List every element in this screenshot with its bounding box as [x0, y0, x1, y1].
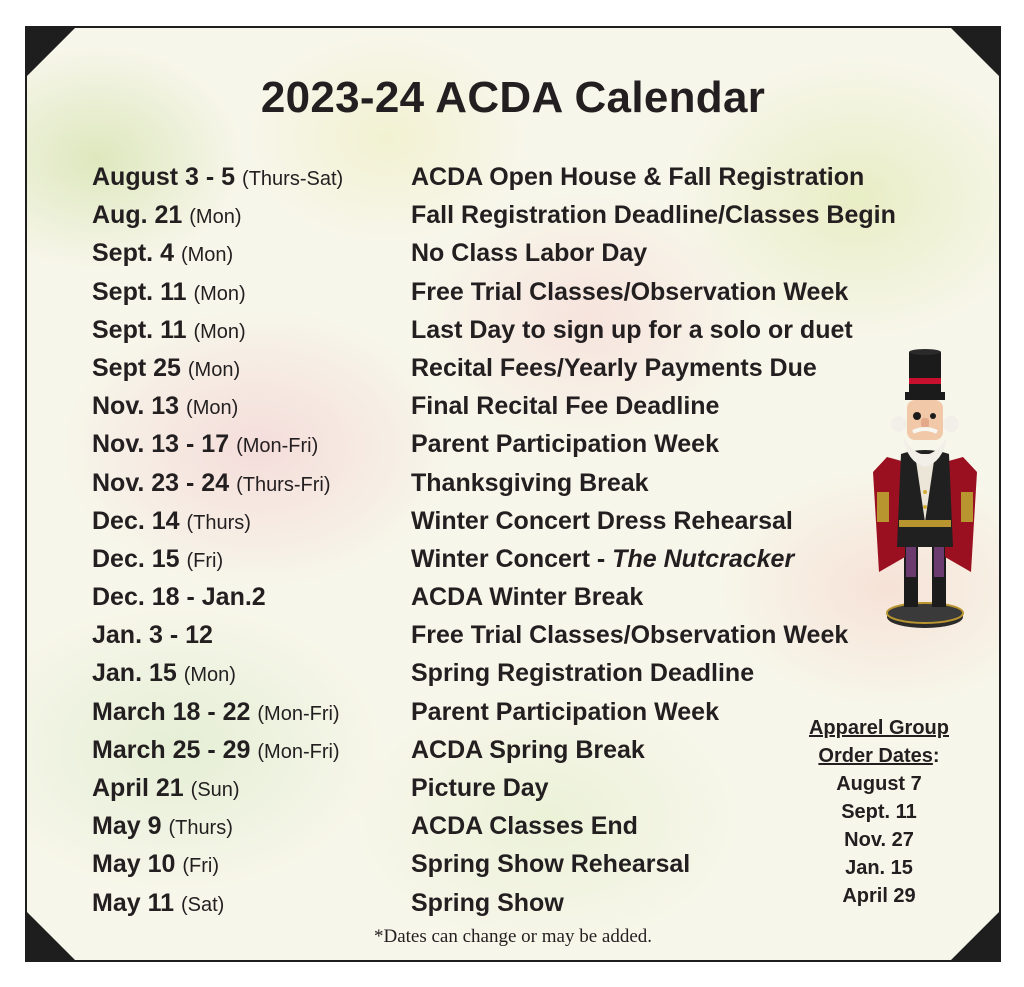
event-name	[411, 578, 643, 616]
apparel-heading-colon: :	[932, 745, 940, 767]
event-weekday: (Mon-Fri)	[236, 435, 319, 458]
event-name-text: Free Trial Classes/Observation Week	[411, 621, 849, 650]
event-name	[411, 158, 864, 196]
event-date	[92, 616, 213, 656]
event-name	[411, 425, 719, 463]
nutcracker-icon	[865, 342, 985, 632]
event-date-text: August 3 - 5	[92, 163, 236, 191]
event-date-text: Sept. 4	[92, 239, 174, 268]
corner-mount-top-left	[27, 28, 75, 76]
event-date	[92, 425, 318, 465]
event-name-text: ACDA Open House & Fall Registration	[411, 163, 865, 191]
event-date-text: Nov. 13	[92, 392, 180, 421]
event-date-text: Sept 25	[92, 353, 181, 382]
event-name-text: Winter Concert -	[411, 544, 613, 573]
event-weekday: (Thurs)	[186, 511, 251, 534]
event-name-text: Final Recital Fee Deadline	[411, 392, 720, 421]
event-name	[411, 234, 647, 272]
apparel-heading-line1: Apparel Group	[808, 717, 949, 739]
event-date	[92, 158, 343, 198]
event-date	[92, 502, 251, 542]
event-date-text: May 9	[92, 812, 162, 841]
event-name	[411, 273, 848, 311]
event-name	[411, 654, 754, 692]
event-name	[411, 693, 719, 731]
event-name	[411, 196, 896, 234]
event-name	[411, 769, 549, 807]
event-date	[92, 807, 233, 847]
event-date	[92, 578, 266, 618]
event-weekday: (Thurs-Sat)	[242, 168, 344, 190]
event-date-text: March 25 - 29	[92, 735, 251, 764]
event-name	[411, 387, 719, 425]
event-weekday: (Thurs-Fri)	[236, 473, 331, 496]
event-weekday: (Sat)	[180, 893, 225, 916]
event-date	[92, 845, 219, 885]
apparel-date: Nov. 27	[844, 829, 914, 851]
event-name-text: Recital Fees/Yearly Payments Due	[411, 353, 817, 382]
event-date-text: Dec. 14	[92, 506, 180, 535]
calendar-card	[25, 26, 1001, 962]
event-date	[92, 884, 224, 924]
event-weekday: (Mon)	[186, 397, 239, 420]
event-name-text: Last Day to sign up for a solo or duet	[411, 315, 853, 344]
event-name-text: Spring Registration Deadline	[411, 659, 755, 688]
event-name	[411, 349, 817, 387]
event-date	[92, 311, 246, 351]
event-date-text: Aug. 21	[92, 201, 183, 230]
event-weekday: (Mon)	[189, 206, 242, 229]
event-weekday: (Mon)	[180, 244, 234, 267]
event-date	[92, 273, 246, 313]
event-date-text: Sept. 11	[92, 277, 187, 306]
event-weekday: (Fri)	[182, 855, 219, 878]
event-date	[92, 349, 240, 389]
event-name-text: Spring Show	[411, 888, 564, 917]
apparel-heading-text: Order Dates	[818, 745, 933, 767]
event-name	[411, 884, 564, 922]
event-date	[92, 769, 240, 809]
event-date-text: Jan. 3 - 12	[92, 621, 213, 650]
event-name-text: ACDA Winter Break	[411, 583, 644, 612]
page-title: 2023-24 ACDA Calendar	[260, 73, 766, 122]
event-weekday: (Mon-Fri)	[257, 702, 340, 725]
event-date-text: Nov. 13 - 17	[92, 430, 230, 459]
event-date	[92, 464, 331, 504]
event-date-text: Jan. 15	[92, 659, 177, 688]
apparel-date: August 7	[836, 773, 922, 795]
event-name	[411, 845, 690, 883]
event-weekday: (Thurs)	[168, 817, 233, 840]
event-date-text: March 18 - 22	[92, 697, 251, 726]
apparel-heading-line2	[795, 742, 963, 770]
event-date	[92, 731, 340, 771]
event-name-text: Free Trial Classes/Observation Week	[411, 277, 849, 306]
event-date-text: Sept. 11	[92, 315, 187, 344]
event-name	[411, 540, 794, 578]
event-date-text: May 10	[92, 850, 176, 879]
event-date	[92, 234, 233, 274]
event-name-italic: The Nutcracker	[612, 544, 795, 573]
event-date	[92, 693, 340, 733]
apparel-date: Sept. 11	[841, 801, 917, 823]
footnote: *Dates can change or may be added.	[373, 926, 652, 947]
event-weekday: (Mon)	[187, 358, 241, 381]
event-name-text: ACDA Classes End	[411, 812, 638, 841]
event-name-text: Thanksgiving Break	[411, 468, 649, 497]
apparel-date: Jan. 15	[845, 857, 913, 879]
event-name-text: Parent Participation Week	[411, 697, 719, 726]
event-date	[92, 387, 238, 427]
event-date-text: Nov. 23 - 24	[92, 468, 230, 497]
event-name-text: Spring Show Rehearsal	[411, 850, 691, 879]
event-name-text: Parent Participation Week	[411, 430, 719, 459]
event-weekday: (Fri)	[186, 549, 224, 572]
event-weekday: (Sun)	[190, 779, 240, 801]
event-name	[411, 311, 853, 349]
event-date-text: April 21	[92, 774, 184, 802]
event-name-text: No Class Labor Day	[411, 239, 648, 268]
event-name-text: Picture Day	[411, 774, 549, 802]
event-date-text: Dec. 18 - Jan.2	[92, 583, 266, 612]
apparel-order-dates	[795, 714, 963, 910]
event-name	[411, 616, 848, 654]
event-weekday: (Mon-Fri)	[257, 740, 340, 763]
event-weekday: (Mon)	[193, 320, 246, 343]
event-name	[411, 464, 649, 502]
event-date-text: Dec. 15	[92, 544, 180, 573]
event-name-text: Fall Registration Deadline/Classes Begin	[411, 201, 896, 230]
event-name	[411, 807, 638, 845]
event-date-text: May 11	[92, 888, 175, 917]
event-name	[411, 731, 645, 769]
event-weekday: (Mon)	[183, 664, 236, 687]
event-name-text: Winter Concert Dress Rehearsal	[411, 506, 793, 535]
event-date	[92, 540, 223, 580]
event-name	[411, 502, 793, 540]
event-date	[92, 654, 236, 694]
event-weekday: (Mon)	[193, 282, 246, 305]
corner-mount-top-right	[951, 28, 999, 76]
apparel-date: April 29	[842, 885, 916, 907]
event-name-text: ACDA Spring Break	[411, 735, 645, 764]
event-date	[92, 196, 241, 236]
